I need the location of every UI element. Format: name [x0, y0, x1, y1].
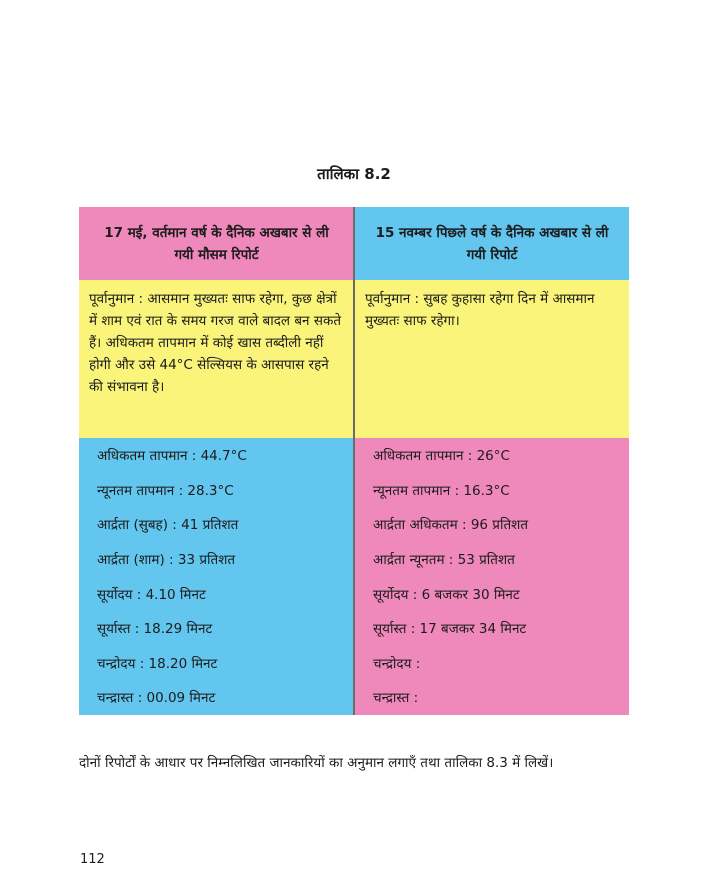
left-data-rows	[79, 438, 354, 715]
table-row: आर्द्रता (सुबह) : 41 प्रतिशत	[97, 517, 239, 534]
table-row: आर्द्रता न्यूनतम : 53 प्रतिशत	[373, 552, 515, 569]
table-row: चन्द्रास्त :	[373, 690, 419, 707]
table-title: तालिका 8.2	[317, 165, 391, 183]
table-row: सूर्योदय : 4.10 मिनट	[97, 586, 206, 603]
page-number: 112	[80, 852, 105, 867]
header-left: 17 मई, वर्तमान वर्ष के दैनिक अखबार से ली गयी मौसम रिपोर्ट	[79, 207, 354, 280]
table-row: न्यूनतम तापमान : 16.3°C	[373, 482, 510, 499]
table-row: आर्द्रता (शाम) : 33 प्रतिशत	[97, 552, 236, 569]
table-row: सूर्यास्त : 17 बजकर 34 मिनट	[373, 621, 527, 638]
forecast-right: पूर्वानुमान : सुबह कुहासा रहेगा दिन में आसमान मुख्यतः साफ रहेगा।	[355, 280, 629, 438]
instruction-text: दोनों रिपोर्टों के आधार पर निम्नलिखित जानकारियों का अनुमान लगाएँ तथा तालिका 8.3 में लिखें।	[79, 755, 554, 771]
right-data-rows	[355, 438, 629, 715]
table-row: सूर्यास्त : 18.29 मिनट	[97, 621, 213, 638]
forecast-left: पूर्वानुमान : आसमान मुख्यतः साफ रहेगा, कुछ क्षेत्रों में शाम एवं रात के समय गरज वाले बादल बन सकते हैं। अधिकतम तापमान में कोई खास तब्दीली नहीं होगी और उसे 44°C सेल्सियस के आसपास रहने की संभावना है।	[79, 280, 354, 438]
weather-comparison-table	[79, 207, 629, 715]
table-row: अधिकतम तापमान : 26°C	[373, 448, 510, 465]
table-row: सूर्योदय : 6 बजकर 30 मिनट	[373, 586, 520, 603]
table-row: चन्द्रोदय : 18.20 मिनट	[97, 655, 218, 672]
column-divider	[353, 207, 355, 715]
table-row: चन्द्रास्त : 00.09 मिनट	[97, 690, 216, 707]
table-row: चन्द्रोदय :	[373, 655, 421, 672]
header-right: 15 नवम्बर पिछले वर्ष के दैनिक अखबार से ली गयी रिपोर्ट	[355, 207, 629, 280]
table-row: आर्द्रता अधिकतम : 96 प्रतिशत	[373, 517, 529, 534]
table-row: अधिकतम तापमान : 44.7°C	[97, 448, 247, 465]
table-row: न्यूनतम तापमान : 28.3°C	[97, 482, 234, 499]
